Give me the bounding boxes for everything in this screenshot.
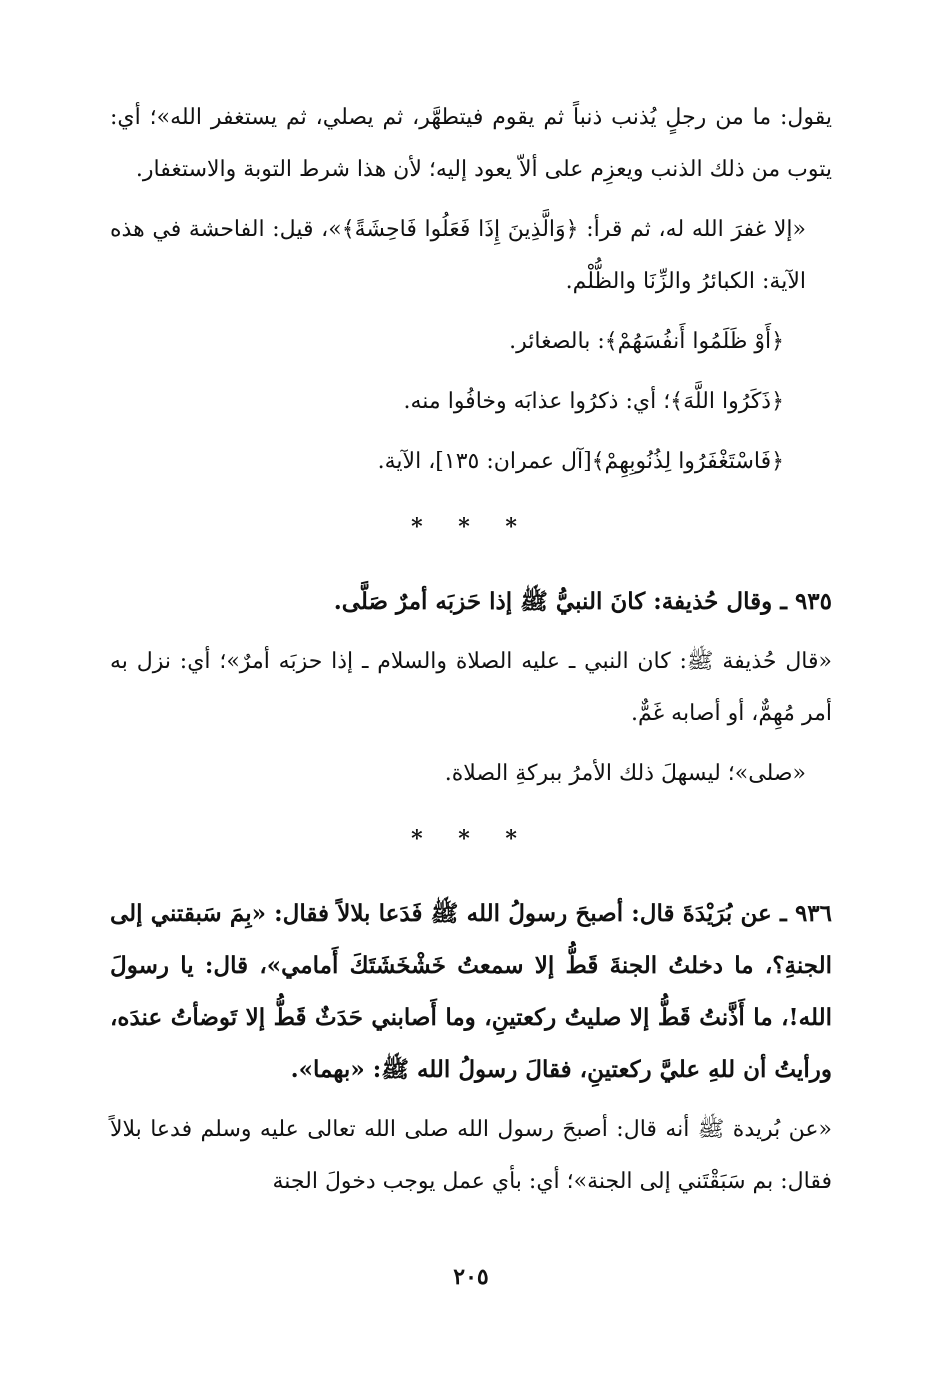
section-separator: * * *: [411, 514, 531, 540]
commentary-paragraph: «صلى»؛ ليسهلَ ذلك الأمرُ ببركةِ الصلاة.: [444, 761, 806, 786]
commentary-paragraph: ﴿ذَكَرُوا اللَّهَ﴾؛ أي: ذكرُوا عذابَه وخافُوا منه.: [403, 389, 784, 414]
hadith-text: ٩٣٥ ـ وقال حُذيفة: كانَ النبيُّ ﷺ إذا حَزبَه أمرٌ صَلَّى.: [333, 588, 832, 615]
commentary-paragraph: «قال حُذيفة ﷺ: كان النبي ـ عليه الصلاة والسلام ـ إذا حزبَه أمرٌ»؛ أي: نزل به أمر مُهِمٌّ، أو أصابه غَمٌّ.: [110, 649, 832, 726]
page-content: [110, 92, 832, 1216]
commentary-paragraph: ﴿فَاسْتَغْفَرُوا لِذُنُوبِهِمْ﴾[آل عمران: ١٣٥]، الآية.: [377, 449, 784, 474]
commentary-paragraph: يقول: ما من رجلٍ يُذنب ذنباً ثم يقوم فيتطهَّر، ثم يصلي، ثم يستغفر الله»؛ أي: يتوب من ذلك الذنب ويعزِم على ألاّ يعود إليه؛ لأن هذا شرط التوبة والاستغفار.: [110, 105, 832, 182]
commentary-paragraph: ﴿أَوْ ظَلَمُوا أَنفُسَهُمْ﴾: بالصغائر.: [509, 329, 784, 354]
hadith-text: ٩٣٦ ـ عن بُرَيْدَةَ قال: أصبحَ رسولُ الله ﷺ فَدَعا بلالاً فقال: «بِمَ سَبقتني إلى الجنةِ؟، ما دخلتُ الجنةَ قَطُّ إلا سمعتُ خَشْخَشَتَكَ أَمامي»، قال: يا رسولَ الله!، ما أَذَّنتُ قَطُّ إلا صليتُ ركعتينِ، وما أَصابني حَدَثٌ قَطُّ إلا تَوضأتُ عندَه، ورأيتُ أن للهِ عليَّ ركعتينِ، فقالَ رسولُ الله ﷺ: «بهما».: [110, 900, 832, 1083]
page-number: ٢٠٥: [453, 1264, 489, 1290]
commentary-paragraph: «إلا غفرَ الله له، ثم قرأ: ﴿وَالَّذِينَ إِذَا فَعَلُوا فَاحِشَةً﴾»، قيل: الفاحشة في هذه الآية: الكبائرُ والزِّنَا والظُّلْم.: [110, 217, 806, 294]
section-separator: * * *: [411, 826, 531, 852]
commentary-paragraph: «عن بُريدة ﷺ أنه قال: أصبحَ رسول الله صلى الله تعالى عليه وسلم فدعا بلالاً فقال: بم سَبَقْتَني إلى الجنة»؛ أي: بأي عمل يوجب دخولَ الجنة: [110, 1117, 832, 1194]
